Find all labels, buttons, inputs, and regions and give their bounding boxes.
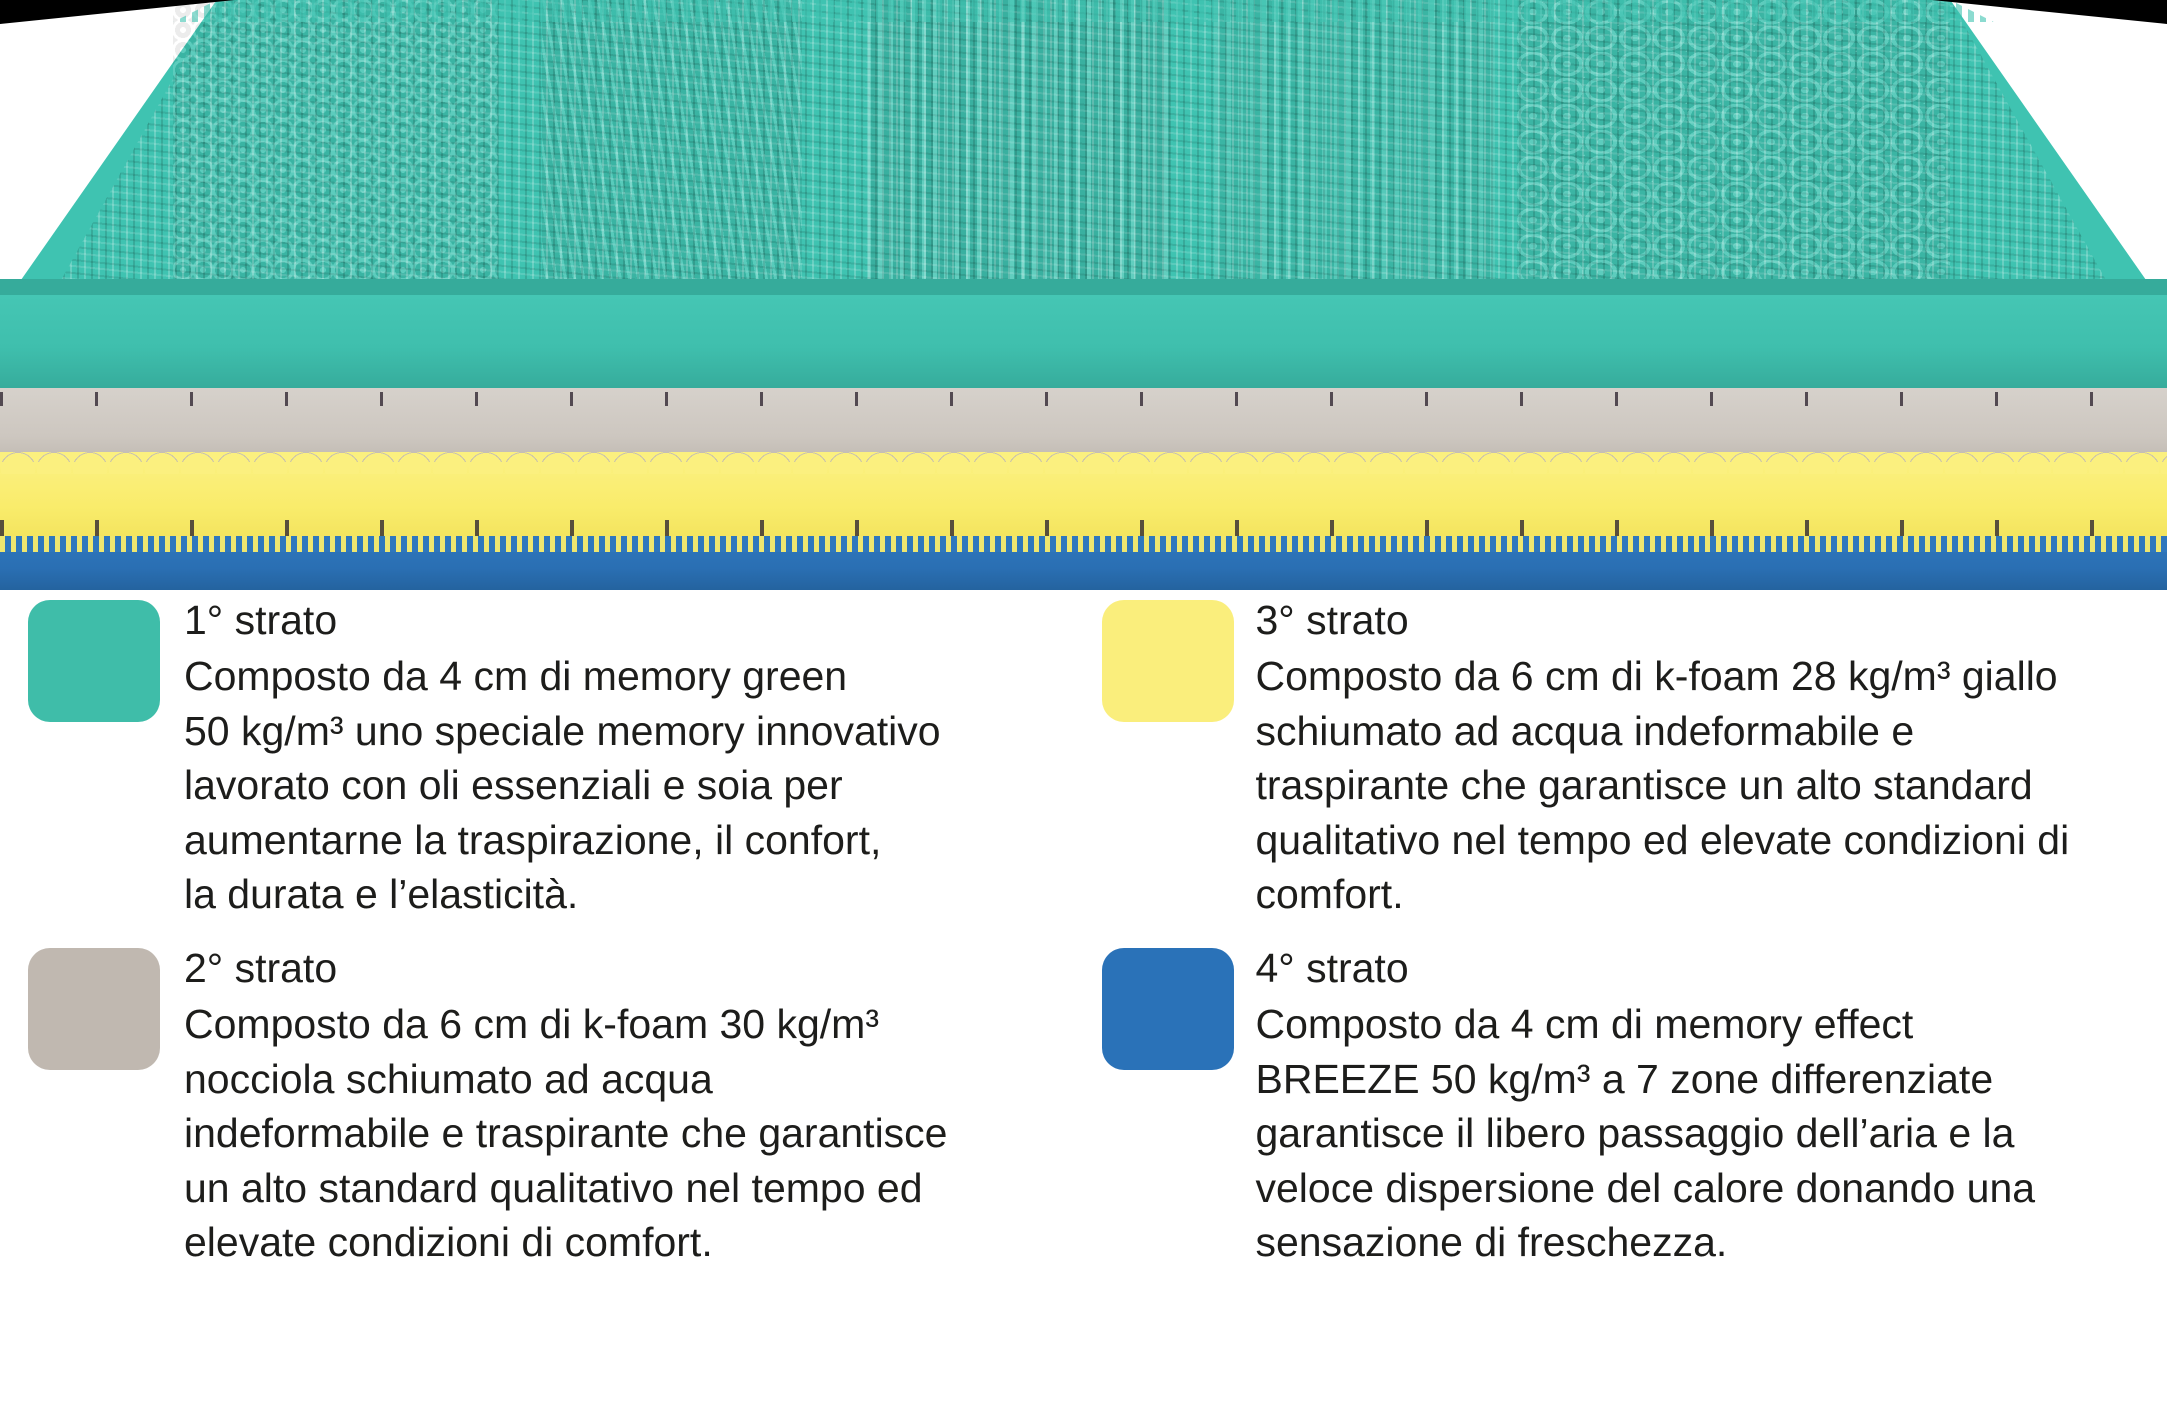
- legend-text-strato-3: [1256, 590, 2140, 922]
- layer-3-perforations: [0, 520, 2167, 536]
- legend-desc-strato-4-line-2: BREEZE 50 kg/m³ a 7 zone differenziate: [1255, 1055, 1994, 1102]
- mattress-layer-3-yellow: [0, 462, 2167, 544]
- legend-desc-strato-2-line-4: un alto standard qualitativo nel tempo ed: [184, 1164, 923, 1211]
- legend-desc-strato-1-line-3: lavorato con oli essenziali e soia per: [184, 762, 843, 809]
- legend-desc-strato-2-line-3: indeformabile e traspirante che garantisce: [184, 1110, 948, 1157]
- legend-desc-strato-3-line-3: traspirante che garantisce un alto standard: [1255, 762, 2033, 809]
- legend-desc-strato-4-line-5: sensazione di freschezza.: [1255, 1219, 1728, 1266]
- legend-item-strato-2: [28, 938, 1066, 1270]
- zone-texture-2: [542, 0, 802, 310]
- legend-title-strato-4: 4° strato: [1255, 944, 1409, 991]
- mattress-layer-1-teal: [0, 0, 2167, 390]
- layer-3-wave-edge: [0, 452, 2167, 474]
- color-swatch-strato-3: [1102, 600, 1234, 722]
- zone-texture-5: [1517, 0, 1950, 310]
- legend-item-strato-3: [1102, 590, 2140, 922]
- legend-desc-strato-4-line-1: Composto da 4 cm di memory effect: [1255, 1001, 1914, 1048]
- legend-title-strato-3: 3° strato: [1255, 597, 1409, 643]
- mattress-cross-section-graphic: [0, 0, 2167, 590]
- legend-item-strato-4: [1102, 938, 2140, 1270]
- zone-texture-1: [173, 0, 498, 310]
- zone-texture-4: [1214, 0, 1496, 310]
- layers-legend: [0, 590, 2167, 1404]
- color-swatch-strato-2: [28, 948, 160, 1070]
- color-swatch-strato-1: [28, 600, 160, 722]
- legend-desc-strato-3-line-5: comfort.: [1255, 871, 1404, 918]
- top-edge-sawtooth: [0, 0, 2167, 22]
- legend-desc-strato-2-line-5: elevate condizioni di comfort.: [184, 1219, 713, 1266]
- legend-title-strato-1: 1° strato: [184, 597, 338, 643]
- legend-text-strato-1: [184, 590, 1066, 922]
- legend-desc-strato-3-line-2: schiumato ad acqua indeformabile e: [1255, 707, 1915, 754]
- legend-desc-strato-1-line-5: la durata e l’elasticità.: [184, 871, 579, 918]
- layer-4-sawtooth-edge: [0, 536, 2167, 552]
- legend-desc-strato-1-line-2: 50 kg/m³ uno speciale memory innovativo: [184, 707, 941, 754]
- layer-1-front-face: [0, 295, 2167, 390]
- legend-title-strato-2: 2° strato: [184, 944, 338, 991]
- legend-desc-strato-3-line-1: Composto da 6 cm di k-foam 28 kg/m³ giallo: [1255, 653, 2058, 700]
- color-swatch-strato-4: [1102, 948, 1234, 1070]
- legend-desc-strato-1-line-4: aumentarne la traspirazione, il confort,: [184, 816, 882, 863]
- legend-item-strato-1: [28, 590, 1066, 922]
- mattress-illustration: [0, 0, 2167, 590]
- legend-desc-strato-2-line-2: nocciola schiumato ad acqua: [184, 1055, 713, 1102]
- mattress-layer-4-blue: [0, 536, 2167, 590]
- layer-2-perforations: [0, 392, 2167, 406]
- legend-text-strato-2: [184, 938, 1066, 1270]
- legend-text-strato-4: [1256, 938, 2140, 1270]
- legend-desc-strato-4-line-3: garantisce il libero passaggio dell’aria e la: [1255, 1110, 2015, 1157]
- layer-1-edge-shadow: [0, 279, 2167, 295]
- legend-desc-strato-4-line-4: veloce dispersione del calore donando una: [1255, 1164, 2036, 1211]
- legend-desc-strato-1-line-1: Composto da 4 cm di memory green: [184, 653, 848, 700]
- legend-desc-strato-3-line-4: qualitativo nel tempo ed elevate condizioni di: [1255, 816, 2070, 863]
- zone-texture-3: [867, 0, 1170, 310]
- legend-desc-strato-2-line-1: Composto da 6 cm di k-foam 30 kg/m³: [184, 1001, 879, 1048]
